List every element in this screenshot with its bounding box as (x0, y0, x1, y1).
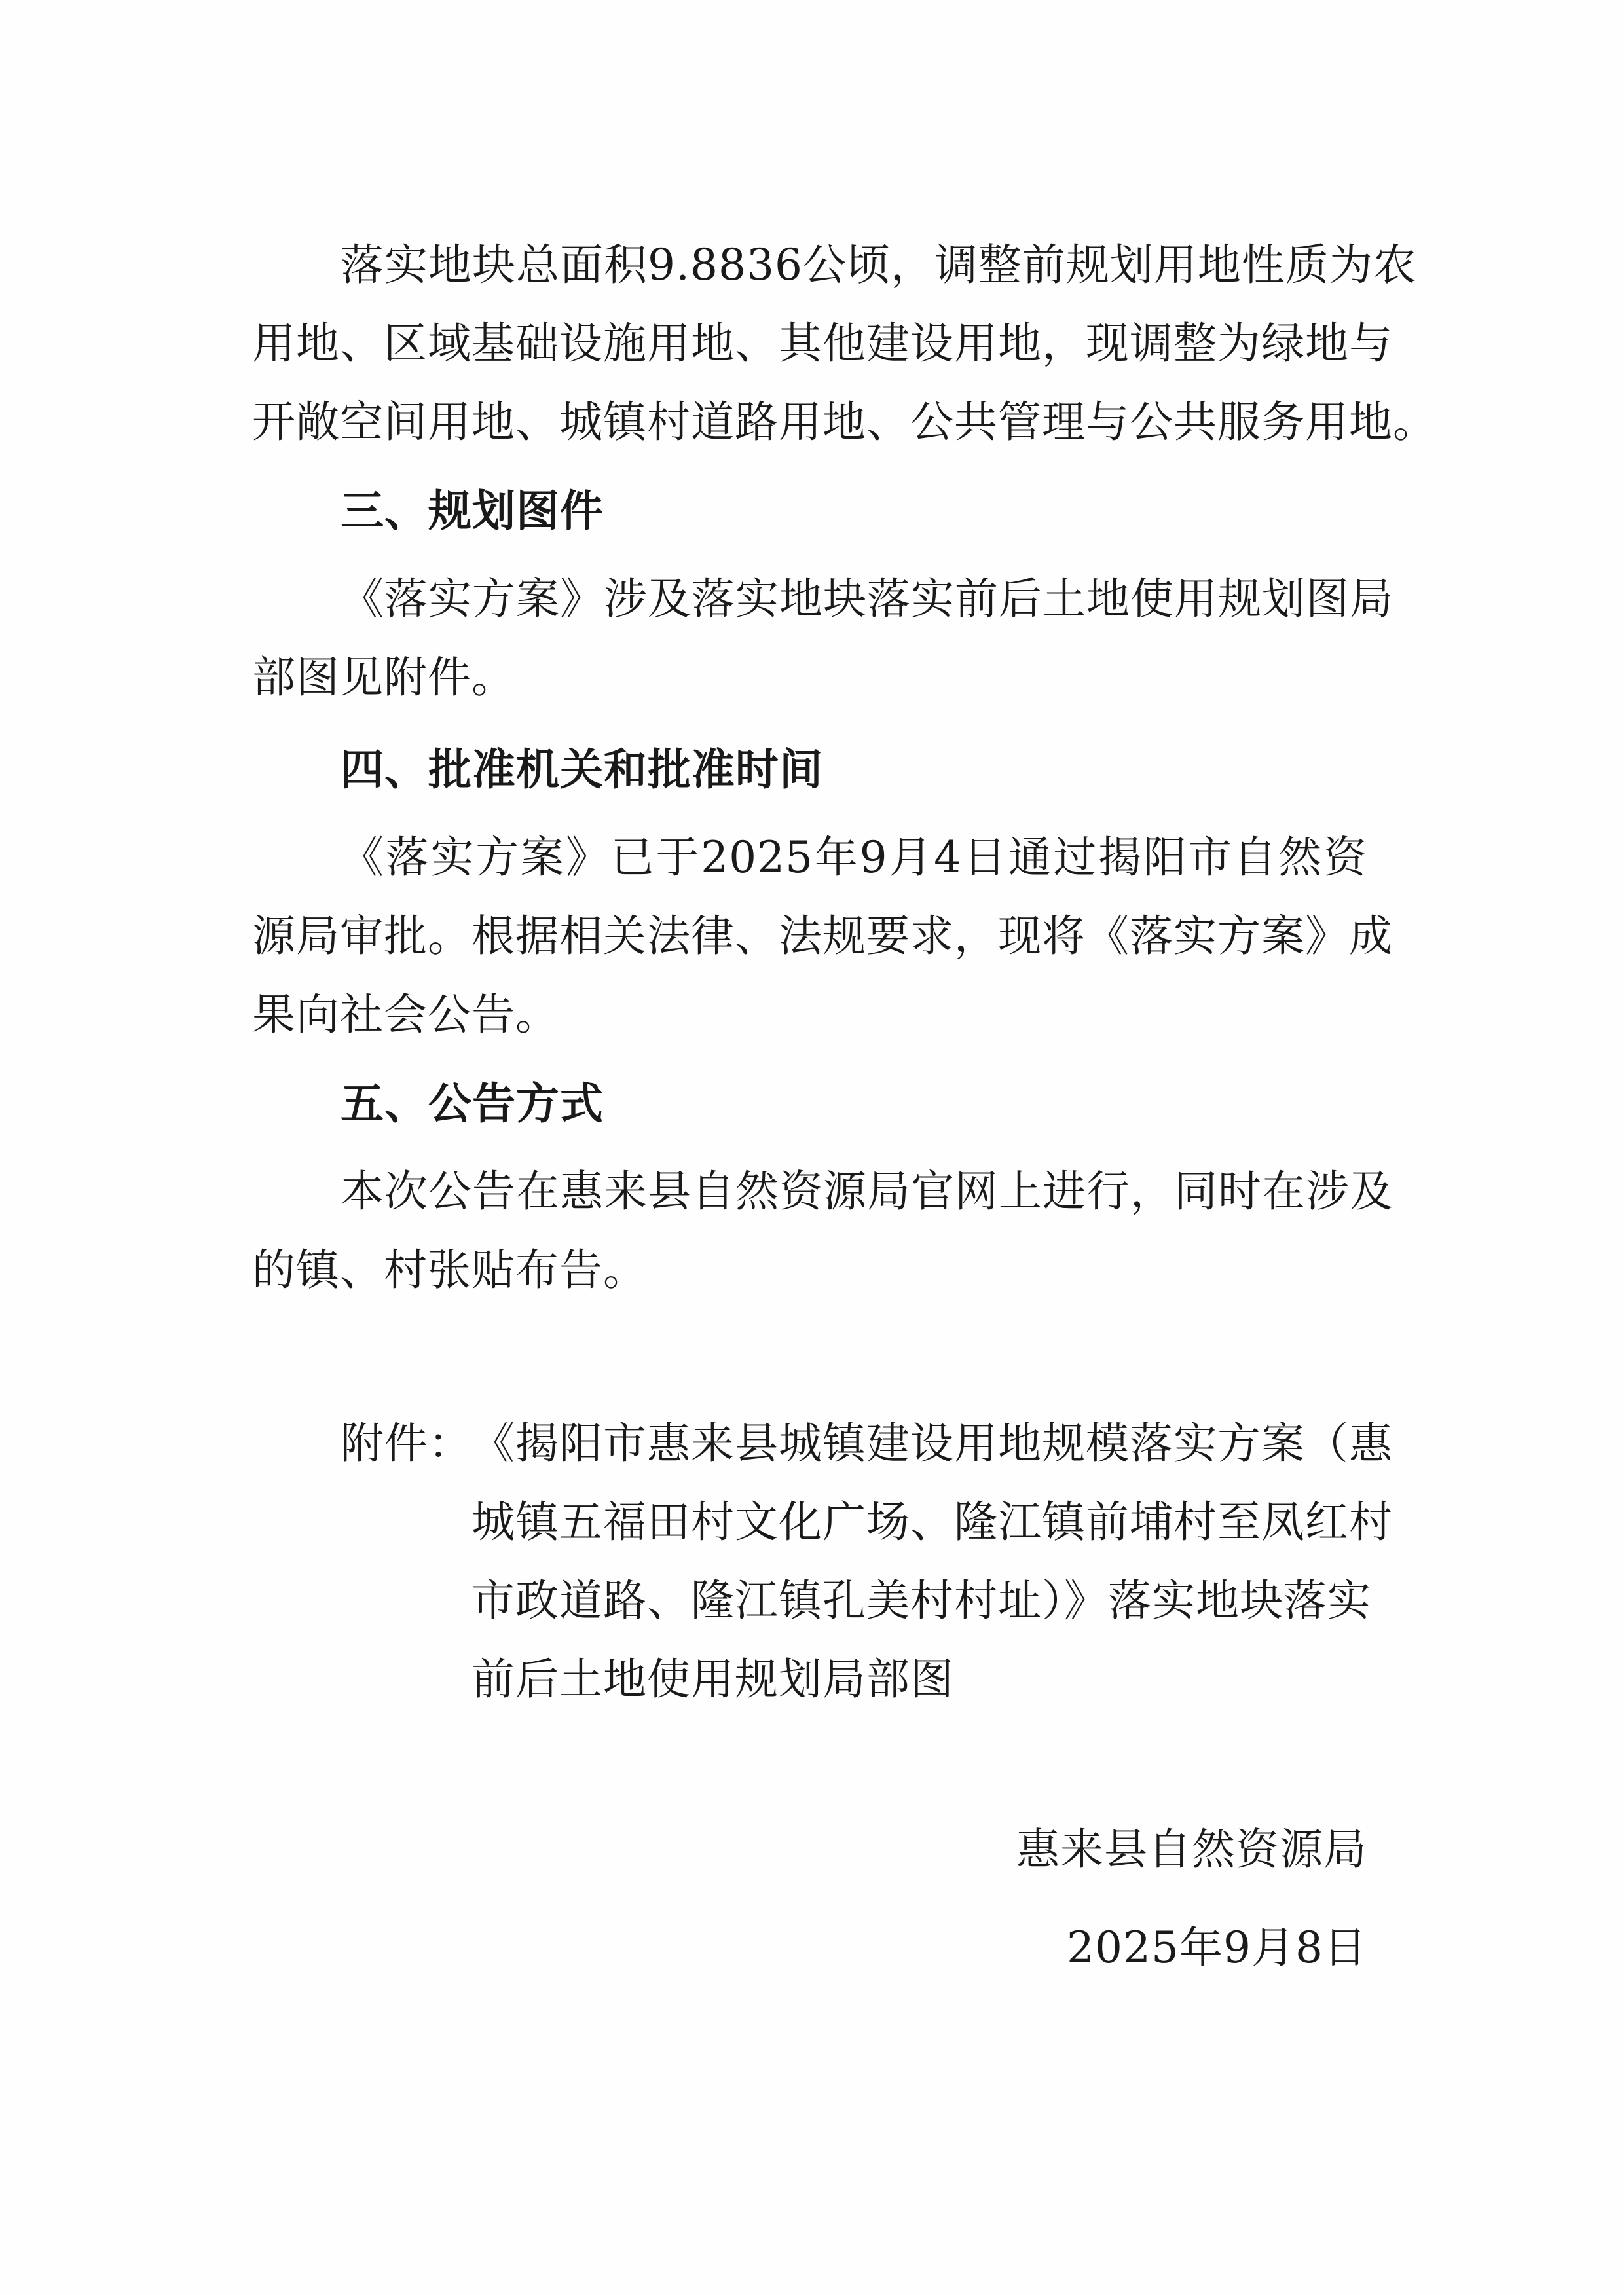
paragraph-line: 《落实方案》已于2025年9月4日通过揭阳市自然资 (341, 832, 1367, 883)
paragraph-line: 部图见附件。 (252, 652, 515, 703)
paragraph-line: 源局审批。根据相关法律、法规要求，现将《落实方案》成 (252, 911, 1393, 961)
paragraph-line: 的镇、村张贴布告。 (252, 1245, 647, 1295)
section-heading: 五、公告方式 (341, 1078, 604, 1129)
paragraph-line: 果向社会公告。 (252, 989, 559, 1040)
attachment-line: 市政道路、隆江镇孔美村村址）》落实地块落实 (471, 1575, 1371, 1626)
paragraph-line: 落实地块总面积9.8836公顷，调整前规划用地性质为农 (341, 240, 1417, 290)
paragraph-line: 《落实方案》涉及落实地块落实前后土地使用规划图局 (341, 574, 1393, 624)
attachment-label: 附件： (341, 1418, 472, 1469)
signature-org: 惠来县自然资源局 (1016, 1824, 1367, 1875)
section-heading: 三、规划图件 (341, 485, 604, 536)
attachment-line: 城镇五福田村文化广场、隆江镇前埔村至凤红村 (471, 1497, 1393, 1547)
paragraph-line: 用地、区域基础设施用地、其他建设用地，现调整为绿地与 (252, 318, 1393, 369)
paragraph-line: 本次公告在惠来县自然资源局官网上进行，同时在涉及 (341, 1166, 1393, 1217)
attachment-line: 前后土地使用规划局部图 (471, 1654, 954, 1704)
attachment-line: 《揭阳市惠来县城镇建设用地规模落实方案（惠 (471, 1418, 1393, 1469)
signature-date: 2025年9月8日 (1067, 1922, 1367, 1973)
section-heading: 四、批准机关和批准时间 (341, 744, 823, 795)
paragraph-line: 开敞空间用地、城镇村道路用地、公共管理与公共服务用地。 (252, 397, 1437, 447)
